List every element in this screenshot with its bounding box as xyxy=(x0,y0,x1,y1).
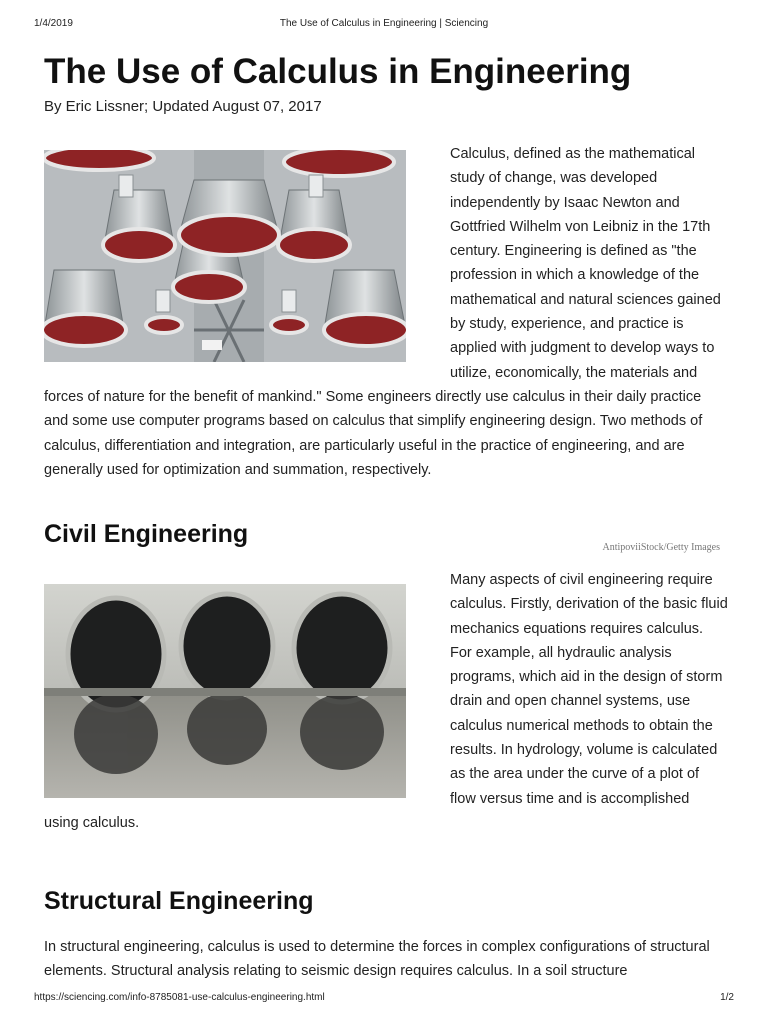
print-url: https://sciencing.com/info-8785081-use-calculus-engineering.html xyxy=(34,992,325,1003)
civil-engineering-block xyxy=(44,568,728,835)
article-intro-text: Calculus, defined as the mathematical study of change, was developed independently by Isaac Newton and Gottfried Wilhelm von Leibniz in the 17th century. Engineering is defined as "the profession in which a knowledge of the mathematical and natural sciences gained by study, experience, and practice is applied with judgment to develop ways to utilize, economically, the materials and forces of nature for the benefit of mankind." Some engineers directly use calculus in their daily practice and some use computer programs based on calculus that simplify engineering design. Two methods of calculus, differentiation and integration, are particularly useful in the practice of engineering, and are generally used for optimization and summation, respectively. xyxy=(44,146,721,478)
structural-engineering-text: In structural engineering, calculus is used to determine the forces in complex configurations of structural elements. Structural analysis relating to seismic design requires calculus. In a soil structure xyxy=(44,939,710,980)
print-date: 1/4/2019 xyxy=(34,18,73,29)
article-intro-block xyxy=(44,142,728,482)
article-byline: By Eric Lissner; Updated August 07, 2017 xyxy=(44,98,322,115)
structural-engineering-block xyxy=(44,935,728,984)
civil-engineering-text: Many aspects of civil engineering require calculus. Firstly, derivation of the basic fluid mechanics equations requires calculus. For example, all hydraulic analysis programs, which aid in the design of storm drain and open channel systems, use calculus numerical methods to obtain the results. In hydrology, volume is calculated as the area under the curve of a plot of flow versus time and is accomplished using calculus. xyxy=(44,572,728,831)
rocket-engines-image xyxy=(44,150,406,362)
image-credit: AntipoviiStock/Getty Images xyxy=(602,542,720,553)
section-heading-structural: Structural Engineering xyxy=(44,887,314,915)
section-heading-civil: Civil Engineering xyxy=(44,520,249,548)
print-page-number: 1/2 xyxy=(720,992,734,1003)
storm-drain-graphic xyxy=(44,584,406,798)
article-title: The Use of Calculus in Engineering xyxy=(44,52,632,91)
print-page-title: The Use of Calculus in Engineering | Sciencing xyxy=(279,18,489,29)
storm-drain-image xyxy=(44,584,406,798)
rocket-engines-graphic xyxy=(44,150,406,362)
